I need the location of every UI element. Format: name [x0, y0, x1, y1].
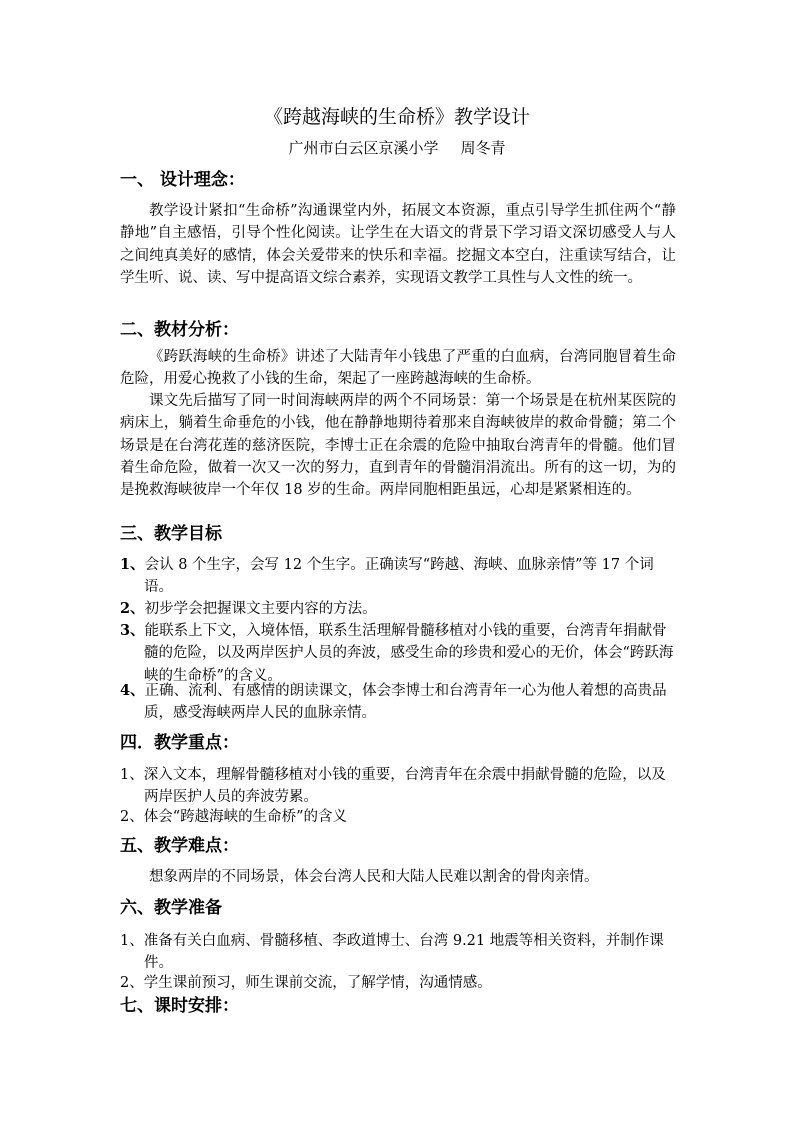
paragraph-text-analysis-1: 《跨跃海峡的生命桥》讲述了大陆青年小钱患了严重的白血病，台湾同胞冒着生命危险，用爱心挽救了小钱的生命，架起了一座跨越海峡的生命桥。	[120, 349, 676, 388]
section-heading-teaching-difficulty: 五、教学难点：	[120, 836, 239, 856]
section-heading-class-schedule: 七、课时安排：	[120, 996, 239, 1016]
goal-item-3: 3、能联系上下文，入境体悟，联系生活理解骨髓移植对小钱的重要，台湾青年捐献骨髓的危险，以及两岸医护人员的奔波，感受生命的珍贵和爱心的无价，体会“跨跃海峡的生命桥”的含义。	[120, 622, 674, 684]
focus-item-1: 1、深入文本，理解骨髓移植对小钱的重要，台湾青年在余震中捐献骨髓的危险，以及两岸医护人员的奔波劳累。	[120, 767, 666, 806]
focus-item-2: 2、体会“跨越海峡的生命桥”的含义	[120, 809, 348, 825]
section-heading-teaching-goals: 三、教学目标	[120, 524, 222, 544]
preparation-item-1: 1、准备有关白血病、骨髓移植、李政道博士、台湾 9.21 地震等相关资料，并制作课件。	[120, 933, 664, 972]
author-school: 广州市白云区京溪小学	[288, 139, 439, 157]
section-heading-teaching-preparation: 六、教学准备	[120, 898, 222, 918]
section-heading-teaching-focus: 四．教学重点：	[120, 733, 239, 753]
document-title: 《跨越海峡的生命桥》教学设计	[263, 106, 530, 128]
section-heading-text-analysis: 二、教材分析：	[120, 320, 239, 340]
author-line	[0, 137, 794, 159]
goal-item-1: 1、会认 8 个生字，会写 12 个生字。正确读写“跨越、海峡、血脉亲情”等 17 个词语。	[120, 556, 654, 596]
author-name: 周冬青	[460, 139, 506, 157]
section-heading-design-concept: 一、 设计理念：	[120, 170, 245, 190]
paragraph-teaching-difficulty: 想象两岸的不同场景，体会台湾人民和大陆人民难以割舍的骨肉亲情。	[149, 869, 599, 885]
preparation-item-2: 2、学生课前预习，师生课前交流，了解学情，沟通情感。	[120, 975, 492, 991]
goal-item-2: 2、初步学会把握课文主要内容的方法。	[120, 600, 377, 617]
goal-item-4: 4、正确、流利、有感情的朗读课文，体会李博士和台湾青年一心为他人着想的高贵品质，感受海峡两岸人民的血脉亲情。	[120, 682, 667, 722]
paragraph-design-concept: 教学设计紧扣“生命桥”沟通课堂内外，拓展文本资源，重点引导学生抓住两个“静静地”自主感悟，引导个性化阅读。让学生在大语文的背景下学习语文深切感受人与人之间纯真美好的感情，体会关爱带来的快乐和幸福。挖掘文本空白，注重读写结合，让学生听、说、读、写中提高语文综合素养，实现语文教学工具性与人文性的统一。	[120, 203, 676, 286]
paragraph-text-analysis-2: 课文先后描写了同一时间海峡两岸的两个不同场景：第一个场景是在杭州某医院的病床上，躺着生命垂危的小钱，他在静静地期待着那来自海峡彼岸的救命骨髓；第二个场景是在台湾花莲的慈济医院，李博士正在余震的危险中抽取台湾青年的骨髓。他们冒着生命危险，做着一次又一次的努力，直到青年的骨髓涓涓流出。所有的这一切，为的是挽救海峡彼岸一个年仅 18 岁的生命。两岸同胞相距虽远，心却是紧紧相连的。	[120, 393, 676, 499]
